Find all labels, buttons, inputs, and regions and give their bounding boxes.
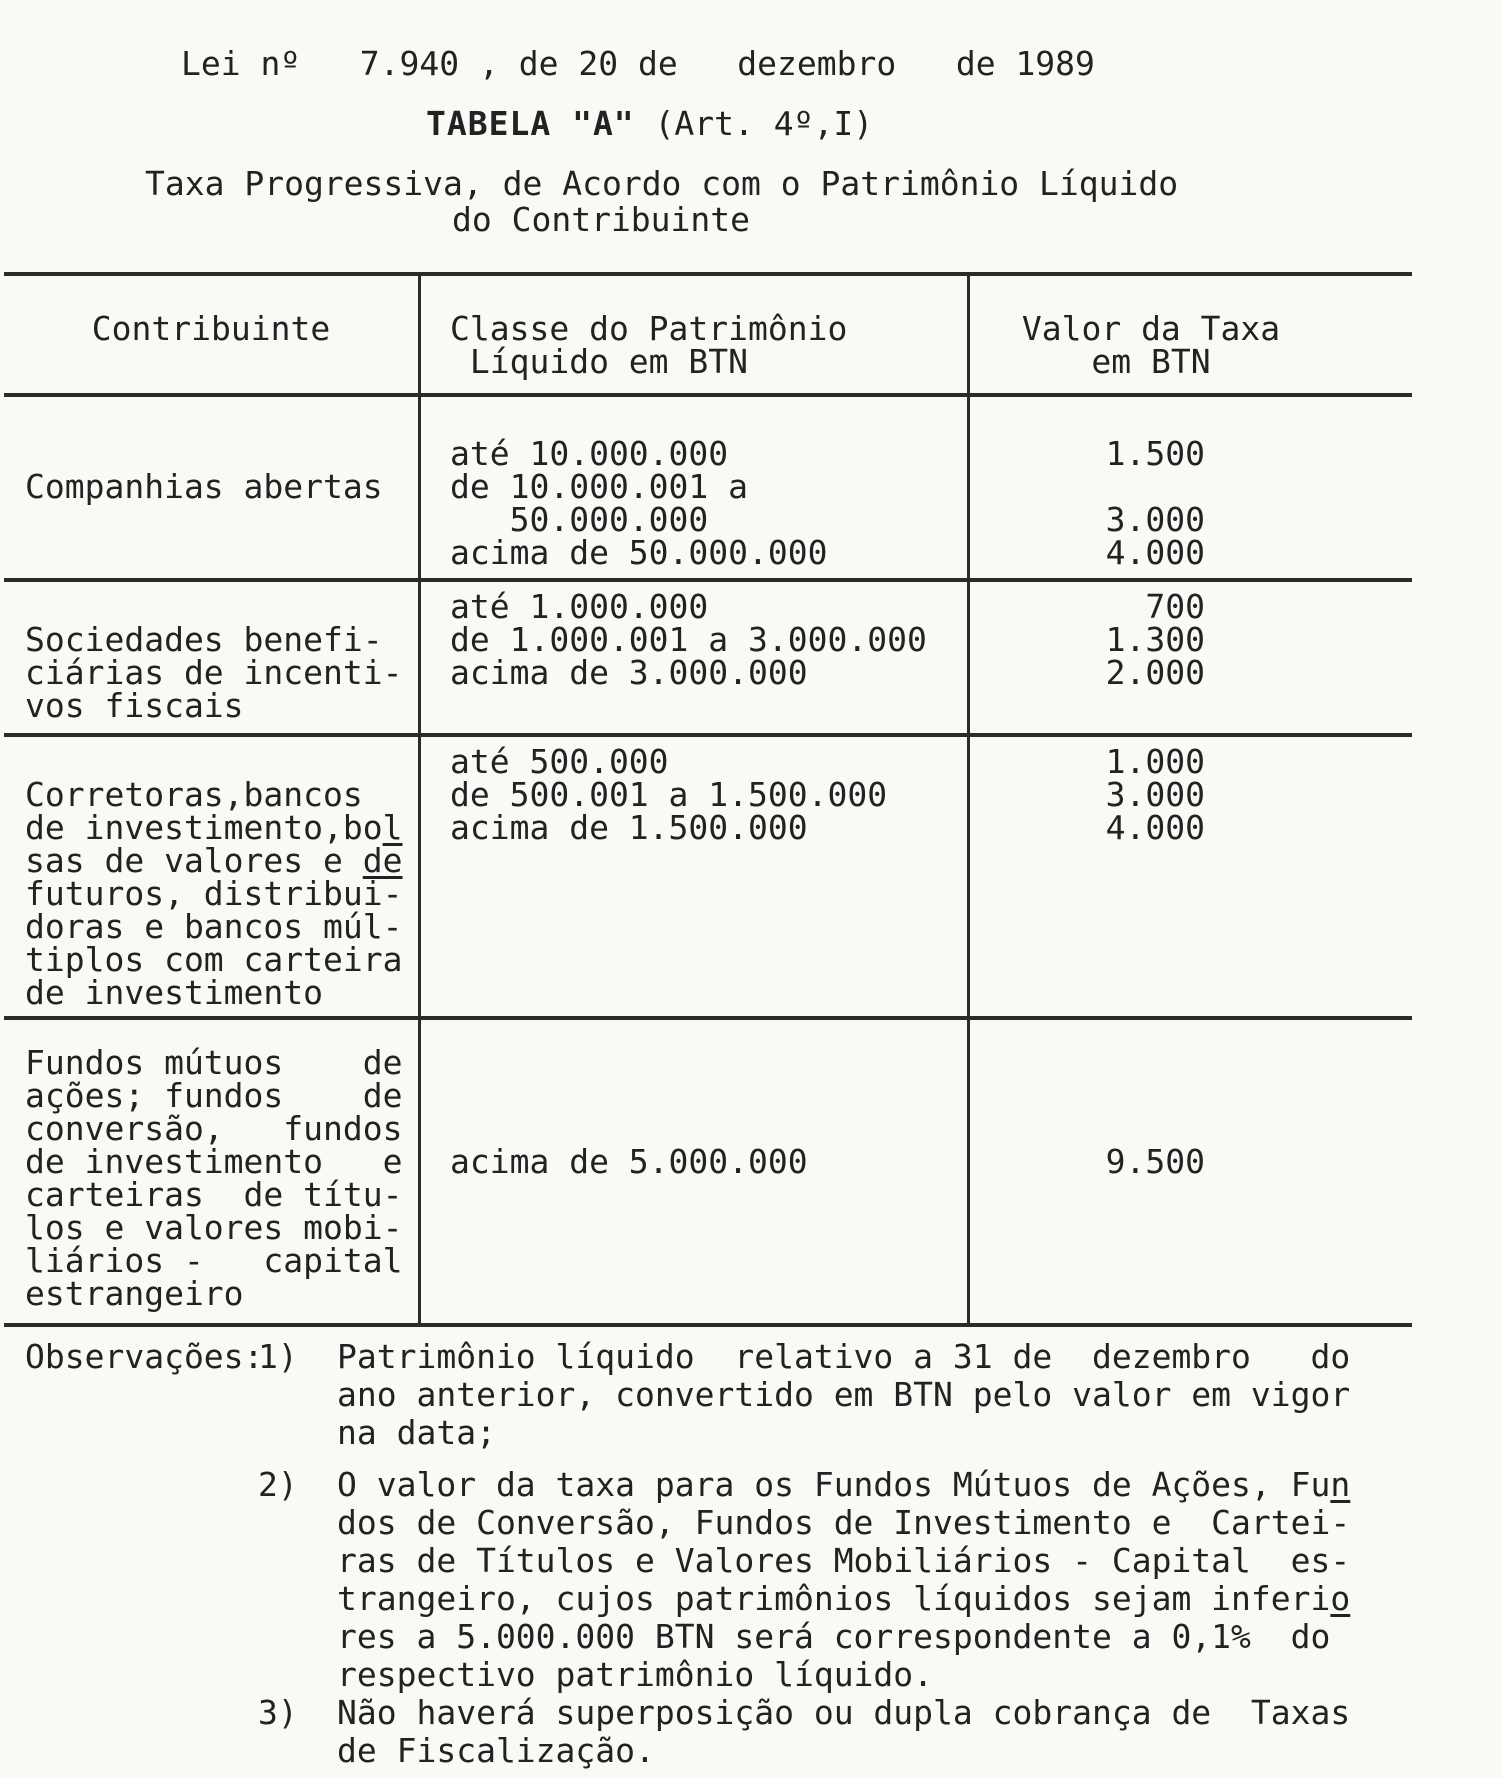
text-line (450, 1079, 967, 1112)
table-row-fundos-mutuos (4, 1020, 1412, 1323)
text-line: acima de 3.000.000 (450, 653, 808, 692)
text-line: respectivo patrimônio líquido. (337, 1655, 934, 1694)
observation-text-1 (337, 1338, 1350, 1452)
text-line: Contribuinte (91, 309, 331, 348)
contribuinte-cell (4, 737, 418, 1016)
text-line: carteiras de títu- (25, 1175, 403, 1214)
valor-taxa-cell (970, 397, 1412, 578)
table-title-bold: TABELA "A" (426, 104, 635, 143)
observation-text-2 (337, 1466, 1350, 1694)
text-line: doras e bancos múl- (25, 907, 403, 946)
table-header-row (4, 276, 1412, 397)
header-valor-taxa-cell (970, 276, 1412, 393)
classe-patrimonio-cell (418, 582, 970, 733)
text-line: Valor da Taxa (1021, 309, 1281, 348)
valor-taxa-cell (970, 1020, 1412, 1323)
table-title-article: (Art. 4º,I) (634, 104, 874, 143)
text-line: Não haverá superposição ou dupla cobrança de Taxas (337, 1693, 1351, 1732)
text-line: acima de 50.000.000 (450, 533, 828, 572)
table-subtitle-line1: Taxa Progressiva, de Acordo com o Patrimônio Líquido (145, 164, 1179, 203)
text-line: de investimento,bol (25, 808, 403, 847)
text-line: sas de valores e de (25, 841, 403, 880)
text-line: na data; (337, 1413, 496, 1452)
valor-taxa-cell (970, 737, 1412, 1016)
text-line: 3.000 (1105, 500, 1205, 539)
text-line: 1.500 (1105, 434, 1205, 473)
text-line: de 10.000.001 a (450, 467, 749, 506)
text-line: vos fiscais (25, 686, 244, 725)
classe-patrimonio-cell (418, 1020, 970, 1323)
text-line (970, 470, 1205, 503)
text-line: 4.000 (1105, 533, 1205, 572)
text-line: futuros, distribui- (25, 874, 403, 913)
text-line (25, 745, 418, 778)
text-line: conversão, fundos (25, 1109, 403, 1148)
text-line: ano anterior, convertido em BTN pelo valor em vigor (337, 1375, 1351, 1414)
text-line: até 10.000.000 (450, 434, 729, 473)
text-line: 4.000 (1105, 808, 1205, 847)
text-line: de investimento e (25, 1142, 403, 1181)
text-line: de 500.001 a 1.500.000 (450, 775, 888, 814)
text-line (970, 1079, 1205, 1112)
header-contribuinte-cell (4, 276, 418, 393)
text-line: acima de 1.500.000 (450, 808, 808, 847)
text-line: acima de 5.000.000 (450, 1142, 808, 1181)
text-line (450, 1046, 967, 1079)
contribuinte-cell (4, 1020, 418, 1323)
observation-number-2: 2) (258, 1465, 298, 1504)
text-line: até 1.000.000 (450, 587, 709, 626)
text-line: 700 (1145, 587, 1205, 626)
text-line: Sociedades benefi- (25, 620, 383, 659)
text-line: 1.000 (1105, 742, 1205, 781)
text-line: tiplos com carteira (25, 940, 403, 979)
text-line: los e valores mobi- (25, 1208, 403, 1247)
text-line: de 1.000.001 a 3.000.000 (450, 620, 927, 659)
text-line (450, 1112, 967, 1145)
valor-taxa-cell (970, 582, 1412, 733)
text-line: trangeiro, cujos patrimônios líquidos sejam inferio (337, 1579, 1351, 1618)
text-line: em BTN (1091, 342, 1211, 381)
text-line: Patrimônio líquido relativo a 31 de dezembro do (337, 1337, 1351, 1376)
text-line (970, 1046, 1205, 1079)
text-line: Companhias abertas (25, 467, 383, 506)
observation-number-1: 1) (258, 1337, 298, 1376)
progressive-tax-table (4, 272, 1412, 1327)
text-line: Líquido em BTN (450, 342, 749, 381)
text-line: de investimento (25, 973, 324, 1012)
text-line: ações; fundos de (25, 1076, 403, 1115)
table-title (426, 104, 873, 143)
text-line: 9.500 (1105, 1142, 1205, 1181)
table-row-companhias-abertas (4, 397, 1412, 582)
text-line: dos de Conversão, Fundos de Investimento e Cartei- (337, 1503, 1351, 1542)
law-number-line: Lei nº 7.940 , de 20 de dezembro de 1989 (181, 44, 1095, 83)
text-line: estrangeiro (25, 1274, 244, 1313)
text-line: 50.000.000 (450, 500, 709, 539)
text-line: 3.000 (1105, 775, 1205, 814)
text-line: 1.300 (1105, 620, 1205, 659)
text-line: res a 5.000.000 BTN será correspondente a 0,1% do (337, 1617, 1331, 1656)
header-classe-patrimonio-cell (418, 276, 970, 393)
observation-text-3 (337, 1694, 1350, 1770)
text-line (970, 1112, 1205, 1145)
text-line: Classe do Patrimônio (450, 309, 848, 348)
text-line: 2.000 (1105, 653, 1205, 692)
text-line: de Fiscalização. (337, 1731, 655, 1770)
table-row-corretoras-bancos (4, 737, 1412, 1020)
text-line: até 500.000 (450, 742, 669, 781)
contribuinte-cell (4, 582, 418, 733)
text-line (25, 437, 418, 470)
text-line: ras de Títulos e Valores Mobiliários - Capital es- (337, 1541, 1351, 1580)
text-line: Fundos mútuos de (25, 1043, 403, 1082)
classe-patrimonio-cell (418, 397, 970, 578)
observations-label: Observações: (25, 1337, 264, 1376)
text-line: ciárias de incenti- (25, 653, 403, 692)
text-line: O valor da taxa para os Fundos Mútuos de Ações, Fun (337, 1465, 1351, 1504)
contribuinte-cell (4, 397, 418, 578)
text-line: liários - capital (25, 1241, 403, 1280)
observation-number-3: 3) (258, 1693, 298, 1732)
table-row-sociedades-beneficiarias (4, 582, 1412, 737)
text-line: Corretoras,bancos (25, 775, 363, 814)
table-subtitle-line2: do Contribuinte (452, 200, 751, 239)
classe-patrimonio-cell (418, 737, 970, 1016)
text-line (25, 590, 418, 623)
